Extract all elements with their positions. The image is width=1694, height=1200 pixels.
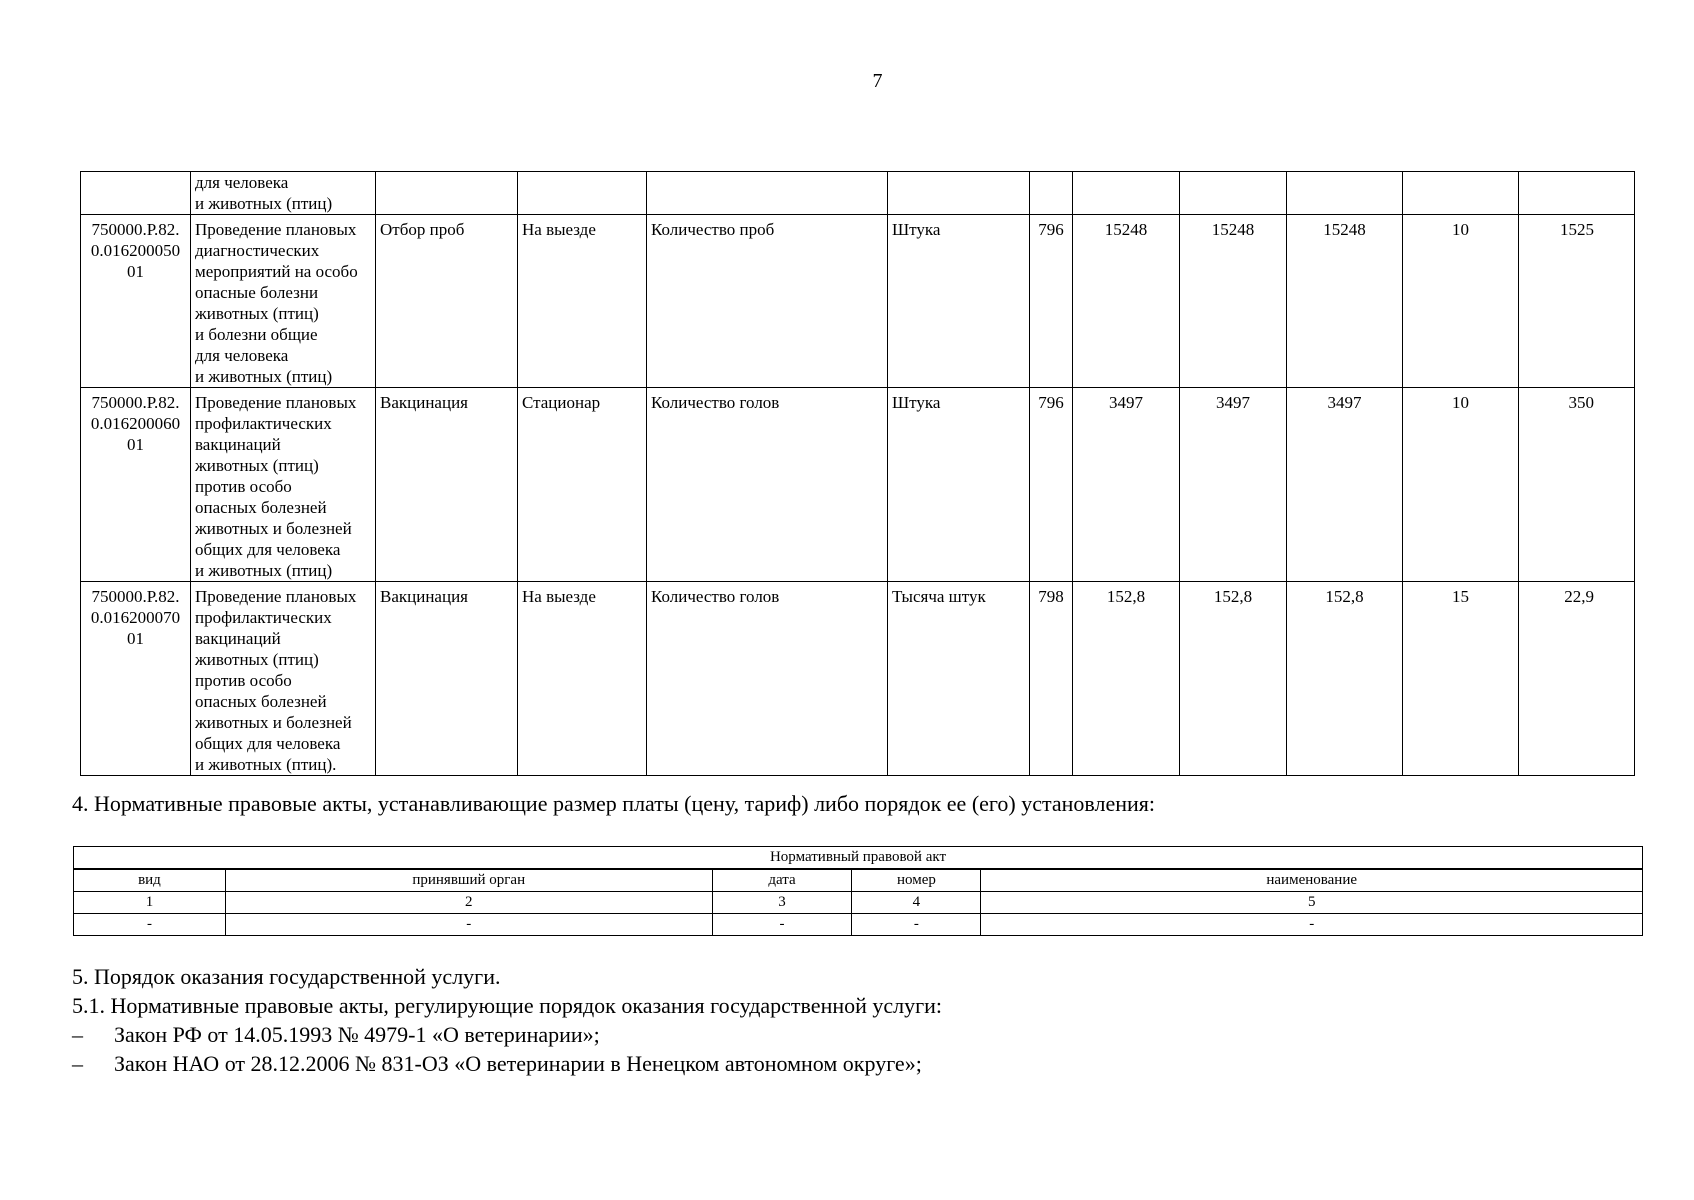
table-cell: -	[852, 914, 981, 936]
value-cell: 152,8	[1073, 582, 1180, 776]
column-number: 1	[74, 892, 226, 914]
section-5-1-heading: 5.1. Нормативные правовые акты, регулирующие порядок оказания государственной услуги:	[72, 993, 943, 1018]
law-reference: Закон РФ от 14.05.1993 № 4979-1 «О ветеринарии»;	[114, 1022, 600, 1047]
unit-cell: Штука	[888, 388, 1030, 582]
value-cell: 10	[1403, 388, 1519, 582]
section-5	[72, 962, 942, 1078]
service-description-cell: Проведение плановых профилактических вакцинаций животных (птиц) против особо опасных болезней животных и болезней общих для человека и животных (птиц)	[191, 388, 376, 582]
law-reference: Закон НАО от 28.12.2006 № 831-ОЗ «О ветеринарии в Ненецком автономном округе»;	[114, 1051, 922, 1076]
place-cell: На выезде	[518, 582, 647, 776]
legal-act-title: Нормативный правовой акт	[74, 847, 1643, 870]
column-header: номер	[852, 869, 981, 892]
list-item	[72, 1049, 942, 1078]
table-row	[81, 215, 1635, 388]
services-volume-table	[80, 171, 1635, 776]
table-cell: -	[981, 914, 1643, 936]
value-cell: 1525	[1519, 215, 1635, 388]
value-cell: 15	[1403, 582, 1519, 776]
unit-code-cell: 796	[1030, 388, 1073, 582]
table-row	[81, 582, 1635, 776]
list-item	[72, 1020, 942, 1049]
value-cell: 3497	[1180, 388, 1287, 582]
value-cell: 15248	[1073, 215, 1180, 388]
service-description-cell: для человека и животных (птиц)	[191, 172, 376, 215]
registry-code-cell: 750000.Р.82. 0.016200060 01	[81, 388, 191, 582]
column-header: вид	[74, 869, 226, 892]
value-cell: 15248	[1287, 215, 1403, 388]
place-cell: Стационар	[518, 388, 647, 582]
column-header: наименование	[981, 869, 1643, 892]
section-5-heading: 5. Порядок оказания государственной услуги.	[72, 964, 501, 989]
table-header-row	[74, 847, 1643, 870]
value-cell: 15248	[1180, 215, 1287, 388]
value-cell: 152,8	[1180, 582, 1287, 776]
indicator-cell: Количество проб	[647, 215, 888, 388]
page-number: 7	[872, 70, 883, 92]
table-row	[81, 388, 1635, 582]
place-cell: На выезде	[518, 215, 647, 388]
indicator-cell: Количество голов	[647, 582, 888, 776]
table-row	[81, 172, 1635, 215]
value-cell: 3497	[1287, 388, 1403, 582]
column-number: 3	[712, 892, 852, 914]
unit-cell: Тысяча штук	[888, 582, 1030, 776]
column-header: принявший орган	[225, 869, 712, 892]
unit-cell: Штука	[888, 215, 1030, 388]
table-cell: -	[74, 914, 226, 936]
service-description-cell: Проведение плановых профилактических вакцинаций животных (птиц) против особо опасных болезней животных и болезней общих для человека и животных (птиц).	[191, 582, 376, 776]
activity-cell: Вакцинация	[376, 388, 518, 582]
value-cell: 22,9	[1519, 582, 1635, 776]
value-cell: 10	[1403, 215, 1519, 388]
registry-code-cell: 750000.Р.82. 0.016200050 01	[81, 215, 191, 388]
service-description-cell: Проведение плановых диагностических мероприятий на особо опасные болезни животных (птиц) и болезни общие для человека и животных (птиц)	[191, 215, 376, 388]
table-cell: -	[225, 914, 712, 936]
registry-code-cell: 750000.Р.82. 0.016200070 01	[81, 582, 191, 776]
column-number: 5	[981, 892, 1643, 914]
value-cell: 350	[1519, 388, 1635, 582]
value-cell: 3497	[1073, 388, 1180, 582]
column-header: дата	[712, 869, 852, 892]
legal-acts-table	[73, 846, 1643, 936]
indicator-cell: Количество голов	[647, 388, 888, 582]
column-number: 4	[852, 892, 981, 914]
section-4-heading: 4. Нормативные правовые акты, устанавливающие размер платы (цену, тариф) либо порядок ее (его) установления:	[72, 791, 1156, 816]
table-row	[74, 914, 1643, 936]
activity-cell: Вакцинация	[376, 582, 518, 776]
unit-code-cell: 796	[1030, 215, 1073, 388]
table-header-row	[74, 869, 1643, 892]
code-cell	[81, 172, 191, 215]
dash-marker: –	[72, 1022, 83, 1047]
column-number: 2	[225, 892, 712, 914]
activity-cell: Отбор проб	[376, 215, 518, 388]
value-cell: 152,8	[1287, 582, 1403, 776]
dash-marker: –	[72, 1051, 83, 1076]
table-cell: -	[712, 914, 852, 936]
table-row	[74, 892, 1643, 914]
unit-code-cell: 798	[1030, 582, 1073, 776]
